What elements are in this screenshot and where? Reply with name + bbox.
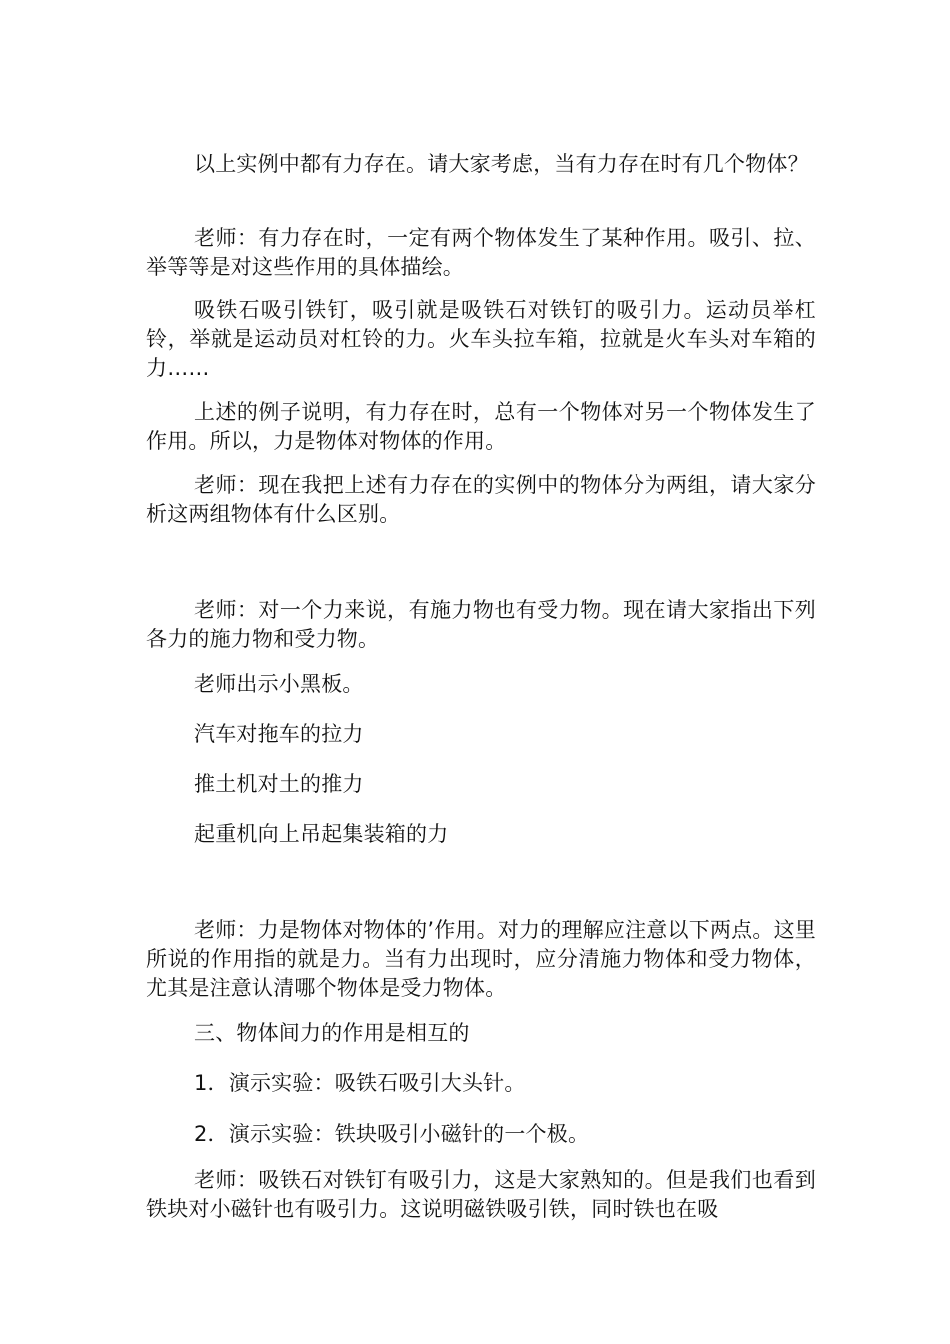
experiment-item-1: 1．演示实验：吸铁石吸引大头针。 — [194, 1071, 526, 1095]
list-item-bulldozer-push: 推土机对土的推力 — [194, 772, 364, 796]
paragraph-magnet-examples: 吸铁石吸引铁钉，吸引就是吸铁石对铁钉的吸引力。运动员举杠铃，举就是运动员对杠铃的力。火车头拉车箱，拉就是火车头对车箱的力…… — [146, 298, 816, 380]
paragraph-force-definition: 上述的例子说明，有力存在时，总有一个物体对另一个物体发生了作用。所以，力是物体对物体的作用。 — [146, 400, 816, 453]
section-heading-mutual-force: 三、物体间力的作用是相互的 — [194, 1021, 470, 1045]
paragraph-teacher-two-objects: 老师：有力存在时，一定有两个物体发生了某种作用。吸引、拉、举等等是对这些作用的具体描绘。 — [146, 226, 816, 279]
list-item-car-pull: 汽车对拖车的拉力 — [194, 722, 364, 746]
list-item-crane-lift: 起重机向上吊起集装箱的力 — [194, 822, 449, 846]
paragraph-mutual-attraction: 老师：吸铁石对铁钉有吸引力，这是大家熟知的。但是我们也看到铁块对小磁针也有吸引力。这说明磁铁吸引铁，同时铁也在吸 — [146, 1168, 816, 1221]
paragraph-forces-question: 以上实例中都有力存在。请大家考虑，当有力存在时有几个物体？ — [194, 152, 809, 176]
paragraph-two-groups: 老师：现在我把上述有力存在的实例中的物体分为两组，请大家分析这两组物体有什么区别。 — [146, 473, 816, 526]
paragraph-blackboard: 老师出示小黑板。 — [194, 672, 364, 696]
paragraph-exerting-receiving: 老师：对一个力来说，有施力物也有受力物。现在请大家指出下列各力的施力物和受力物。 — [146, 598, 816, 651]
experiment-item-2: 2．演示实验：铁块吸引小磁针的一个极。 — [194, 1122, 590, 1146]
paragraph-force-understanding: 老师：力是物体对物体的’作用。对力的理解应注意以下两点。这里所说的作用指的就是力。当有力出现时，应分清施力物体和受力物体，尤其是注意认清哪个物体是受力物体。 — [146, 918, 816, 1000]
